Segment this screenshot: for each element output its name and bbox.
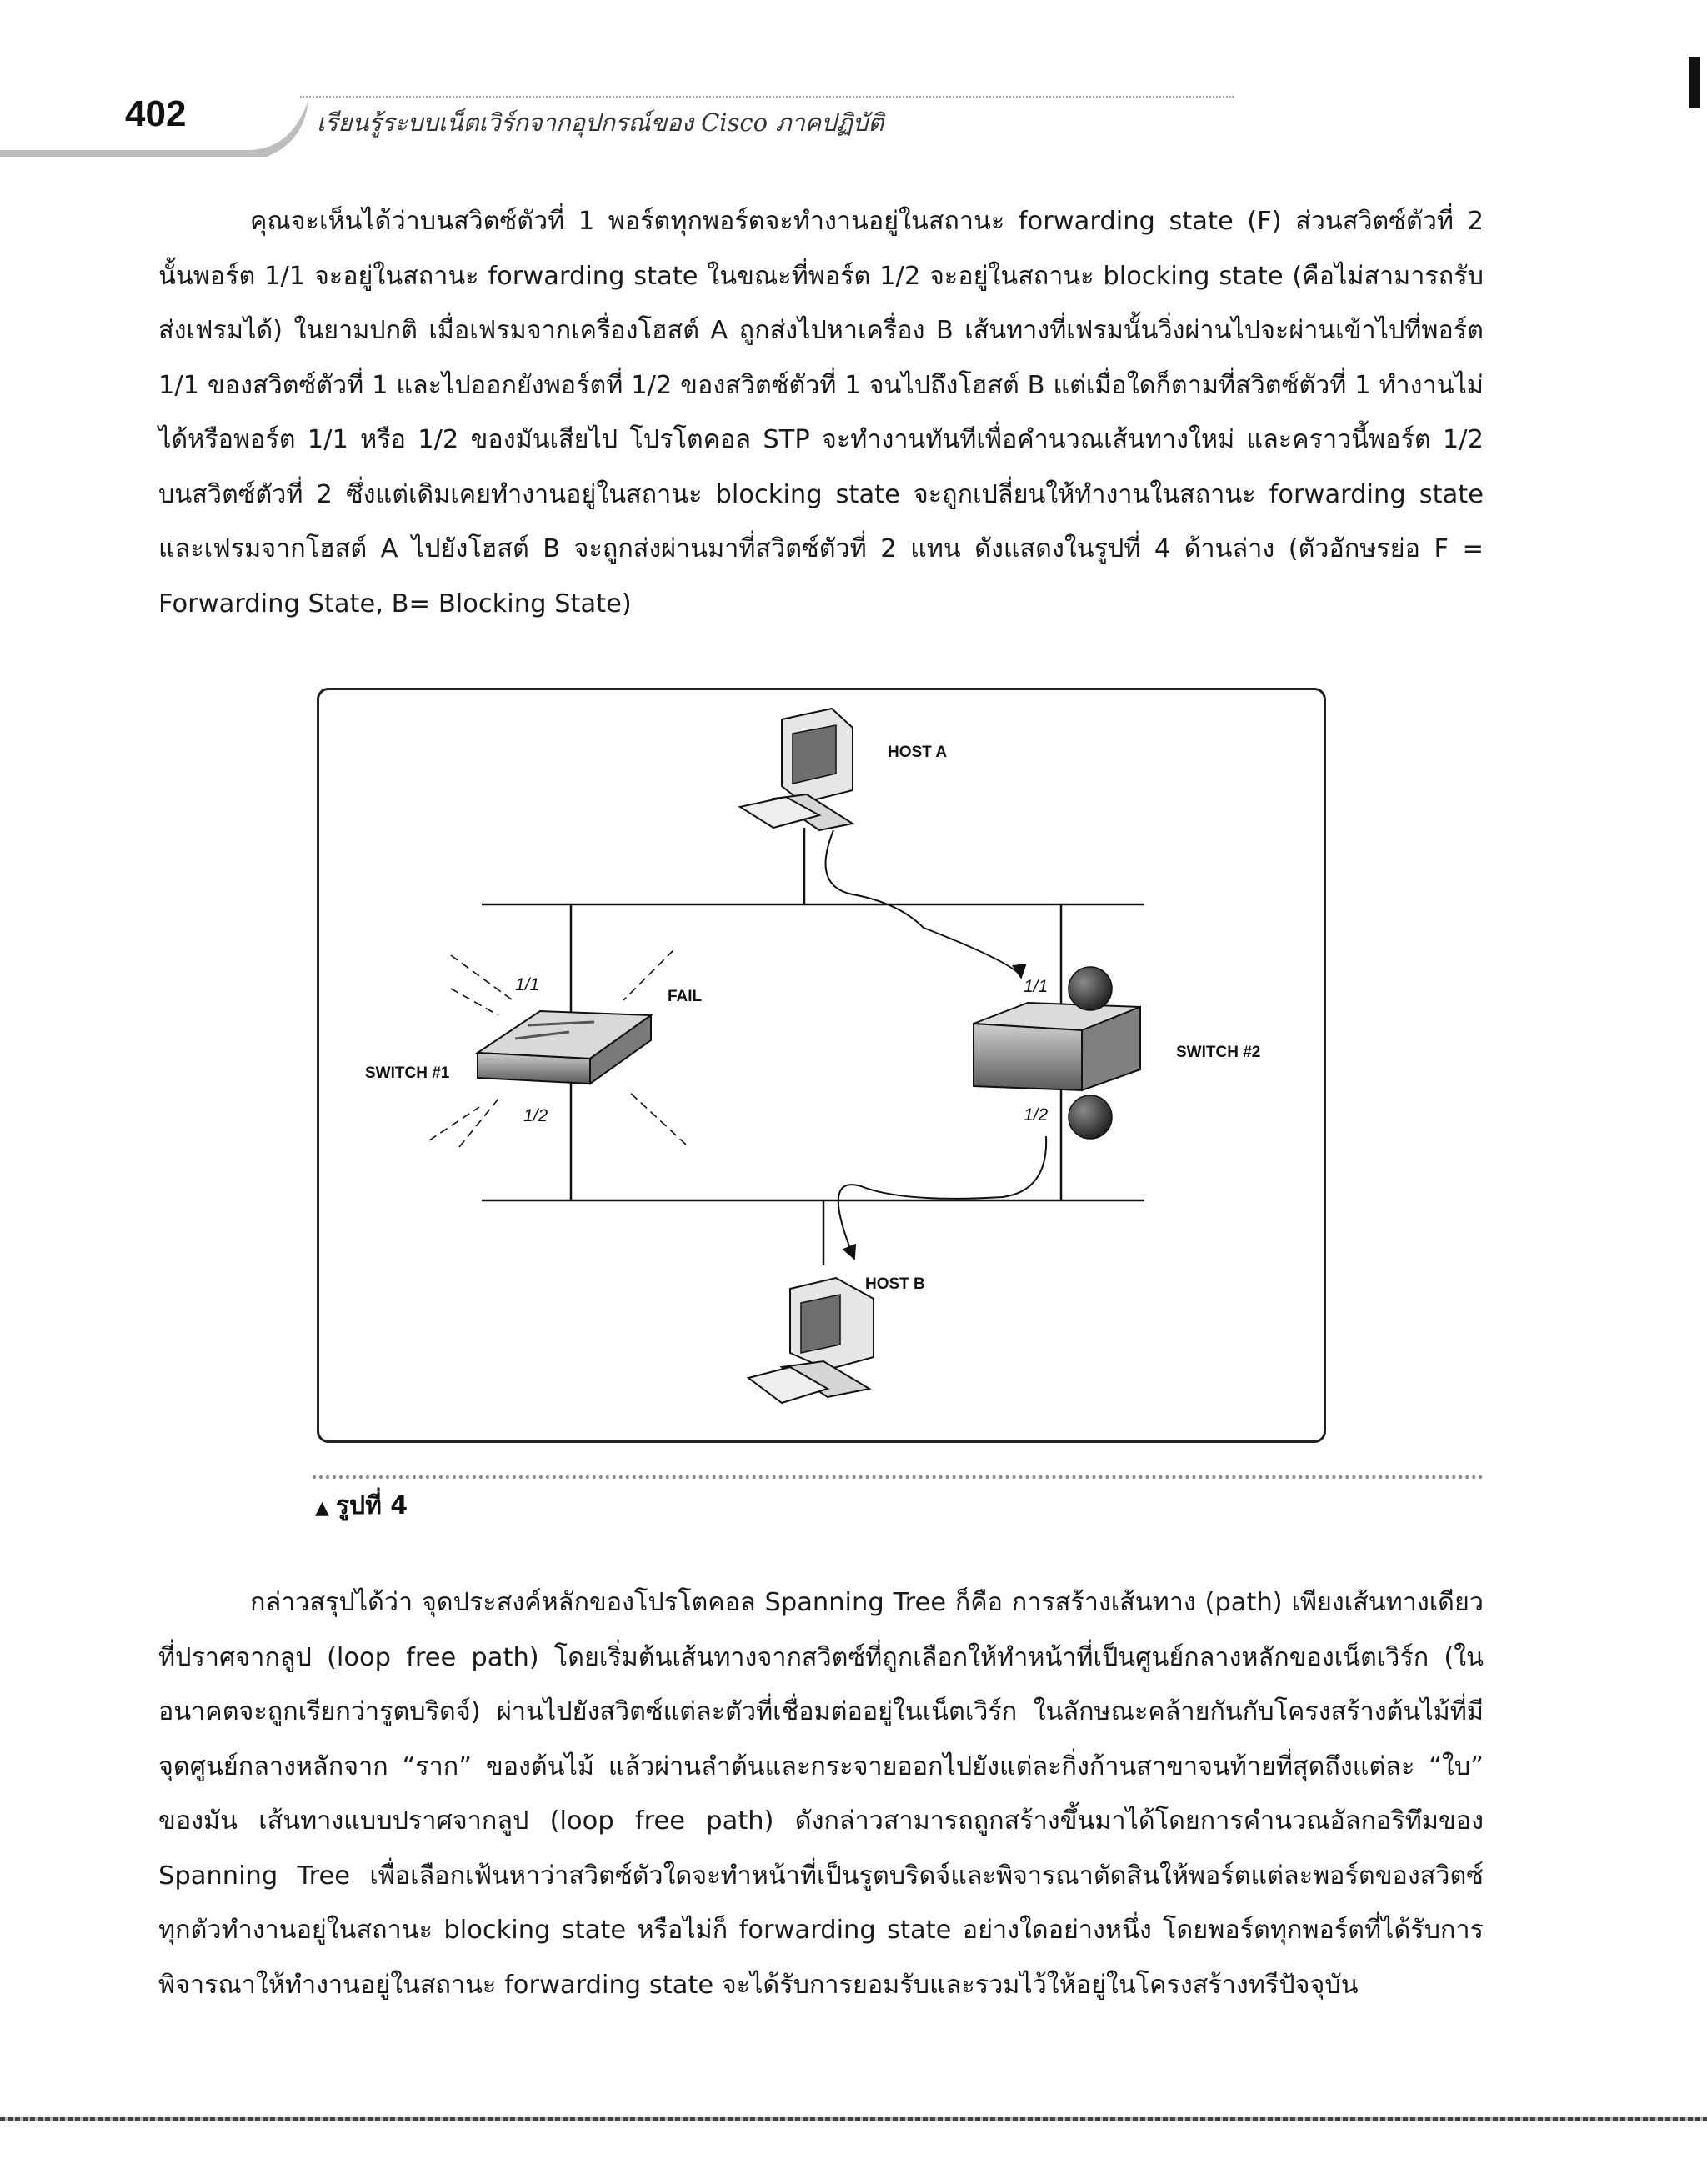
switch-1-label: SWITCH #1 xyxy=(365,1064,450,1082)
host-a-computer-icon xyxy=(740,709,853,830)
frame-path-arrow-switch-2-to-host-b xyxy=(838,1136,1046,1259)
switch-1-port-1-2: 1/2 xyxy=(523,1106,548,1125)
caption-marker-icon: ▲ xyxy=(315,1498,329,1519)
switch-2-port-1-1: 1/1 xyxy=(1024,977,1049,996)
network-figure xyxy=(317,688,1326,1443)
host-b-label: HOST B xyxy=(865,1275,925,1293)
host-a-label: HOST A xyxy=(888,744,948,761)
switch-2-port-1-2: 1/2 xyxy=(1024,1105,1049,1125)
figure-caption xyxy=(315,1486,408,1525)
page-edge-marker xyxy=(1689,57,1700,108)
paragraph-stp-failover: คุณจะเห็นได้ว่าบนสวิตซ์ตัวที่ 1 พอร์ตทุกพอร์ตจะทำงานอยู่ในสถานะ forwarding state (F) ส่วนสวิตซ์ตัวที่ 2 นั้นพอร์ต 1/1 จะอยู่ในสถานะ forwarding state ในขณะที่พอร์ต 1/2 จะอยู่ในสถานะ blocking state (คือไม่สามารถรับส่งเฟรมได้) ในยามปกติ เมื่อเฟรมจากเครื่องโฮสต์ A ถูกส่งไปหาเครื่อง B เส้นทางที่เฟรมนั้นวิ่งผ่านไปจะผ่านเข้าไปที่พอร์ต 1/1 ของสวิตซ์ตัวที่ 1 และไปออกยังพอร์ตที่ 1/2 ของสวิตซ์ตัวที่ 1 จนไปถึงโฮสต์ B แต่เมื่อใดก็ตามที่สวิตซ์ตัวที่ 1 ทำงานไม่ได้หรือพอร์ต 1/1 หรือ 1/2 ของมันเสียไป โปรโตคอล STP จะทำงานทันทีเพื่อคำนวณเส้นทางใหม่ และคราวนี้พอร์ต 1/2 บนสวิตซ์ตัวที่ 2 ซึ่งแต่เดิมเคยทำงานอยู่ในสถานะ blocking state จะถูกเปลี่ยนให้ทำงานในสถานะ forwarding state และเฟรมจากโฮสต์ A ไปยังโฮสต์ B จะถูกส่งผ่านมาที่สวิตซ์ตัวที่ 2 แทน ดังแสดงในรูปที่ 4 ด้านล่าง (ตัวอักษรย่อ F = Forwarding State, B= Blocking State) xyxy=(158,207,1484,619)
switch-1-port-1-1: 1/1 xyxy=(515,975,540,994)
switch-2-port-1-2-status xyxy=(1069,1095,1112,1139)
switch-2-port-1-1-status xyxy=(1069,967,1112,1010)
header-rule xyxy=(300,96,1234,98)
running-header: เรียนรู้ระบบเน็ตเวิร์กจากอุปกรณ์ของ Cisco ภาคปฏิบัติ xyxy=(317,108,884,137)
paragraph-spanning-tree-summary: กล่าวสรุปได้ว่า จุดประสงค์หลักของโปรโตคอล Spanning Tree ก็คือ การสร้างเส้นทาง (path) เพียงเส้นทางเดียวที่ปราศจากลูป (loop free path) โดยเริ่มต้นเส้นทางจากสวิตซ์ที่ถูกเลือกให้ทำหน้าที่เป็นศูนย์กลางหลักของเน็ตเวิร์ก (ในอนาคตจะถูกเรียกว่ารูตบริดจ์) ผ่านไปยังสวิตซ์แต่ละตัวที่เชื่อมต่ออยู่ในเน็ตเวิร์ก ในลักษณะคล้ายกันกับโครงสร้างต้นไม้ที่มีจุดศูนย์กลางหลักจาก “ราก” ของต้นไม้ แล้วผ่านลำต้นและกระจายออกไปยังแต่ละกิ่งก้านสาขาจนท้ายที่สุดถึงแต่ละ “ใบ” ของมัน เส้นทางแบบปราศจากลูป (loop free path) ดังกล่าวสามารถถูกสร้างขึ้นมาได้โดยการคำนวณอัลกอริทึมของ Spanning Tree เพื่อเลือกเฟ้นหาว่าสวิตซ์ตัวใดจะทำหน้าที่เป็นรูตบริดจ์และพิจารณาตัดสินให้พอร์ตแต่ละพอร์ตของสวิตซ์ทุกตัวทำงานอยู่ในสถานะ blocking state หรือไม่ก็ forwarding state อย่างใดอย่างหนึ่ง โดยพอร์ตทุกพอร์ตที่ได้รับการพิจารณาให้ทำงานอยู่ในสถานะ forwarding state จะได้รับการยอมรับและรวมไว้ให้อยู่ในโครงสร้างทรีปัจจุบัน xyxy=(158,1588,1484,2000)
switch-1-icon xyxy=(478,1011,651,1084)
switch-2-icon xyxy=(974,1003,1140,1090)
figure-caption-rule xyxy=(313,1475,1484,1479)
switch-2-label: SWITCH #2 xyxy=(1176,1044,1261,1061)
network-diagram xyxy=(319,690,1324,1440)
bottom-scan-edge xyxy=(0,2117,1707,2121)
page-number: 402 xyxy=(125,93,187,134)
caption-text: รูปที่ 4 xyxy=(335,1491,408,1520)
fail-label: FAIL xyxy=(668,988,703,1005)
host-b-computer-icon xyxy=(748,1278,874,1403)
